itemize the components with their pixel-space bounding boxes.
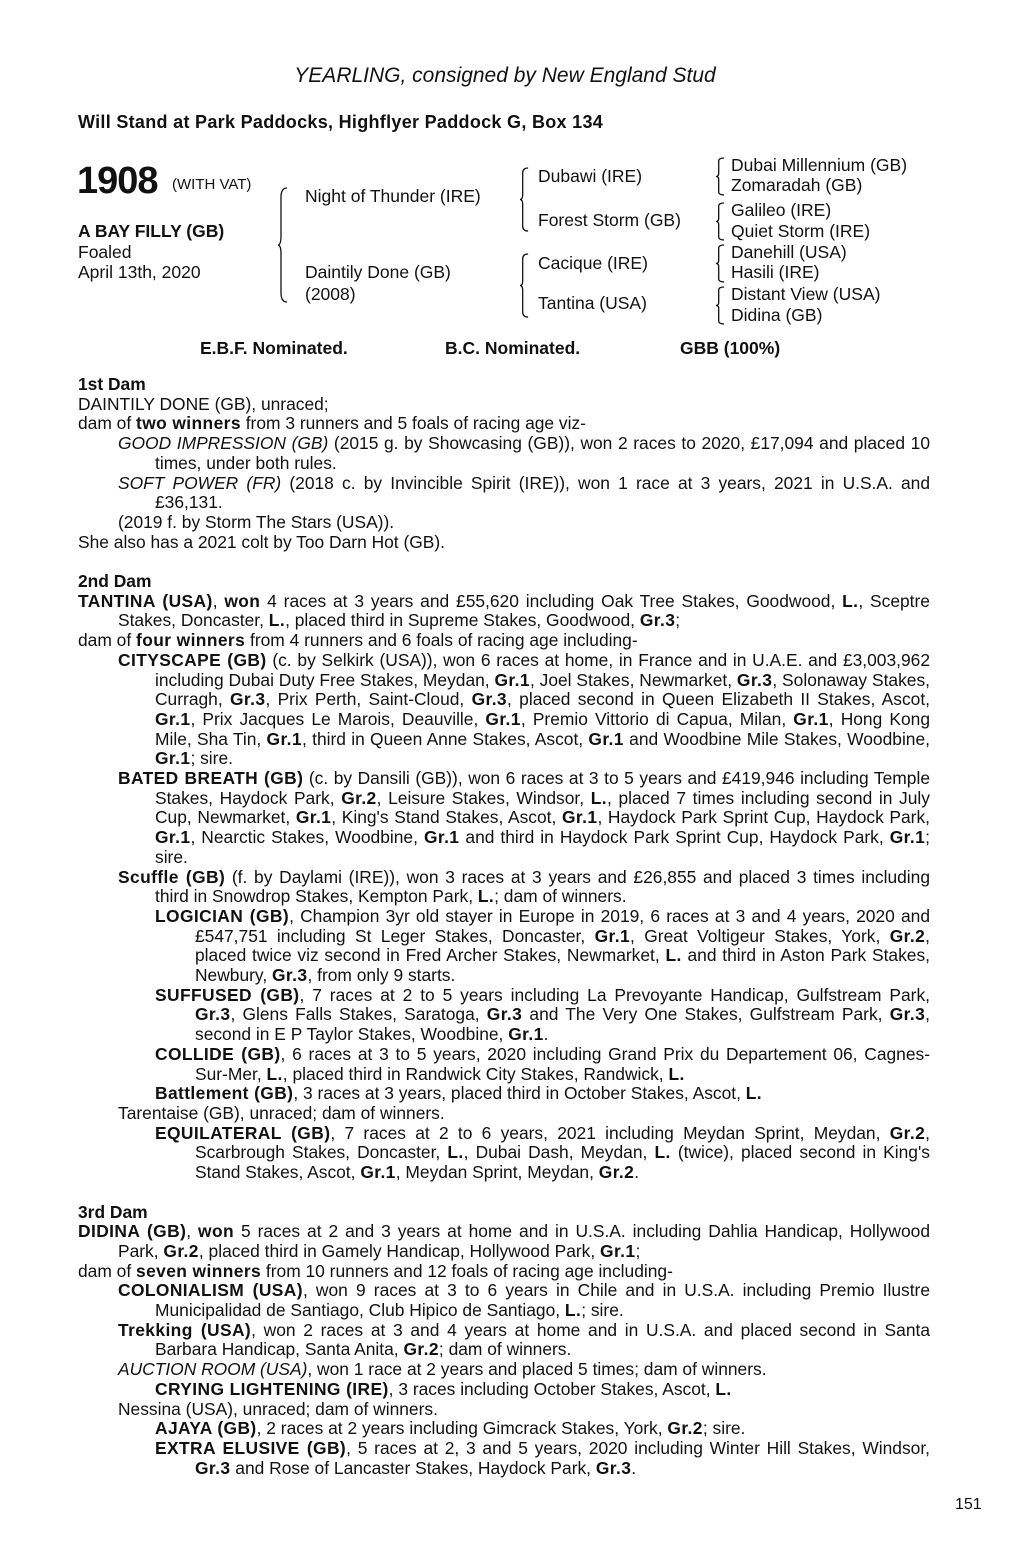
ebf-nomination: E.B.F. Nominated. bbox=[200, 338, 348, 358]
italic-text: SOFT POWER (FR) bbox=[118, 472, 282, 493]
pedigree-sire: Night of Thunder (IRE) bbox=[305, 186, 481, 206]
entry-paragraph bbox=[78, 651, 930, 769]
text: , won 1 race at 2 years and placed 5 times; dam of winners. bbox=[307, 1359, 767, 1380]
bold-text: EQUILATERAL (GB) bbox=[155, 1122, 331, 1143]
text: ; bbox=[675, 610, 681, 631]
bold-text: Gr.3 bbox=[889, 1004, 926, 1025]
text: , placed third in Randwick City Stakes, Randwick, bbox=[282, 1063, 669, 1084]
bold-text: L. bbox=[477, 886, 495, 907]
text: and The Very One Stakes, Gulfstream Park, bbox=[522, 1004, 890, 1025]
bold-text: Gr.3 bbox=[272, 965, 308, 986]
entry-paragraph bbox=[78, 1084, 930, 1104]
bold-text: L. bbox=[668, 1063, 685, 1084]
text: , bbox=[212, 590, 225, 611]
text: , Hong Kong Mile, Sha Tin, bbox=[155, 708, 930, 749]
text: from 4 runners and 6 foals of racing age including- bbox=[245, 630, 638, 651]
bc-nomination: B.C. Nominated. bbox=[445, 338, 581, 358]
bold-text: Gr.1 bbox=[793, 708, 829, 729]
pedigree-great-1: Dubai Millennium (GB) bbox=[731, 155, 908, 175]
pedigree-great-4: Quiet Storm (IRE) bbox=[731, 221, 871, 241]
entry-paragraph bbox=[78, 1124, 930, 1183]
bold-text: L. bbox=[654, 1142, 671, 1163]
bold-text: Gr.2 bbox=[889, 925, 926, 946]
bold-text: Gr.1 bbox=[266, 728, 302, 749]
text: ; dam of winners. bbox=[494, 886, 627, 907]
bold-text: Trekking (USA) bbox=[118, 1319, 252, 1340]
text: Tarentaise (GB), unraced; dam of winners. bbox=[118, 1103, 445, 1123]
bold-text: SUFFUSED (GB) bbox=[155, 984, 300, 1005]
pedigree-great-6: Hasili (IRE) bbox=[731, 262, 820, 282]
bold-text: COLLIDE (GB) bbox=[155, 1043, 281, 1064]
bold-text: CRYING LIGHTENING (IRE) bbox=[155, 1378, 389, 1399]
bold-text: LOGICIAN (GB) bbox=[155, 905, 290, 926]
pedigree-great-5: Danehill (USA) bbox=[731, 242, 847, 262]
text: , placed second in Queen Elizabeth II Stakes, Ascot, bbox=[507, 689, 930, 710]
bold-text: DIDINA (GB) bbox=[78, 1221, 187, 1242]
bold-text: Gr.1 bbox=[485, 708, 521, 729]
text: , Dubai Dash, Meydan, bbox=[463, 1142, 655, 1163]
text: . bbox=[543, 1024, 549, 1045]
text: , third in Queen Anne Stakes, Ascot, bbox=[302, 728, 589, 749]
entry-paragraph bbox=[78, 533, 930, 553]
bold-text: Gr.1 bbox=[889, 827, 926, 848]
bold-text: Gr.3 bbox=[486, 1004, 523, 1025]
lot-number: 1908 bbox=[77, 160, 158, 202]
text: (c. by Selkirk (USA)), won 6 races at home, in France and in U.A.E. and £3,003,962 including Dubai Duty Free Stakes, Meydan, bbox=[155, 649, 930, 690]
text: ; sire. bbox=[155, 827, 931, 867]
bold-text: Gr.1 bbox=[508, 1024, 544, 1045]
pedigree-dam-dam: Tantina (USA) bbox=[538, 293, 647, 313]
pedigree-great-2: Zomaradah (GB) bbox=[731, 175, 863, 195]
produce-record bbox=[78, 375, 930, 1498]
entry-paragraph bbox=[78, 414, 930, 434]
entry-paragraph bbox=[78, 1222, 930, 1261]
pedigree-great-7: Distant View (USA) bbox=[731, 284, 881, 304]
entry-paragraph bbox=[78, 395, 930, 415]
entry-paragraph bbox=[78, 1262, 930, 1282]
text: , from only 9 starts. bbox=[307, 965, 456, 986]
pedigree-brace-forest-storm bbox=[716, 203, 725, 240]
bold-text: Gr.1 bbox=[155, 708, 191, 729]
bold-text: Gr.1 bbox=[423, 827, 460, 848]
text: (2015 g. by Showcasing (GB)), won 2 races to 2020, £17,094 and placed 10 times, under both rules. bbox=[155, 433, 930, 473]
pedigree-brace-main bbox=[278, 188, 288, 302]
bold-text: Gr.3 bbox=[229, 689, 266, 710]
text: , Glens Falls Stakes, Saratoga, bbox=[230, 1004, 487, 1025]
text: , 5 races at 2, 3 and 5 years, 2020 including Winter Hill Stakes, Windsor, bbox=[346, 1437, 930, 1458]
bold-text: Gr.3 bbox=[195, 1004, 231, 1025]
entry-paragraph bbox=[78, 1321, 930, 1360]
pedigree-brace-sire bbox=[520, 168, 529, 231]
bold-text: Gr.2 bbox=[163, 1240, 199, 1261]
text: (2019 f. by Storm The Stars (USA)). bbox=[118, 511, 395, 532]
text: ; sire. bbox=[702, 1418, 746, 1439]
bold-text: seven winners bbox=[136, 1260, 262, 1281]
text: , Premio Vittorio di Capua, Milan, bbox=[520, 708, 794, 729]
entry-paragraph bbox=[78, 1400, 930, 1420]
bold-text: Scuffle (GB) bbox=[118, 866, 226, 887]
text: , King's Stand Stakes, Ascot, bbox=[331, 807, 562, 828]
text: , 6 races at 3 to 5 years, 2020 including Grand Prix du Departement 06, Cagnes-Sur-Mer, bbox=[195, 1043, 930, 1084]
entry-paragraph bbox=[78, 1380, 930, 1400]
bold-text: Gr.1 bbox=[155, 748, 191, 769]
foaled-label: Foaled bbox=[78, 242, 132, 262]
pedigree-brace-tantina bbox=[716, 287, 725, 324]
entry-paragraph bbox=[78, 1281, 930, 1320]
text: and third in Haydock Park Sprint Cup, Haydock Park, bbox=[459, 827, 890, 848]
bold-text: Gr.3 bbox=[639, 610, 676, 631]
bold-text: Gr.1 bbox=[155, 827, 191, 848]
lot-description: A BAY FILLY (GB) bbox=[78, 221, 225, 241]
text: , 3 races at 3 years, placed third in October Stakes, Ascot, bbox=[293, 1083, 746, 1104]
bold-text: L. bbox=[268, 610, 286, 631]
section-2nd-dam bbox=[78, 572, 930, 1183]
entry-paragraph bbox=[78, 1439, 930, 1478]
pedigree-brace-dubawi bbox=[716, 158, 725, 195]
text: , Nearctic Stakes, Woodbine, bbox=[190, 827, 424, 848]
entry-paragraph bbox=[78, 1104, 930, 1124]
text: She also has a 2021 colt by Too Darn Hot (GB). bbox=[78, 531, 446, 552]
text: , won 2 races at 3 and 4 years at home and in U.S.A. and placed second in Santa Barbara Handicap, Santa Anita, bbox=[155, 1319, 931, 1360]
stand-location: Will Stand at Park Paddocks, Highflyer Paddock G, Box 134 bbox=[78, 112, 604, 132]
text: , bbox=[186, 1221, 199, 1242]
entry-paragraph bbox=[78, 513, 930, 533]
section-entries bbox=[78, 592, 930, 1183]
section-3rd-dam bbox=[78, 1203, 930, 1479]
section-entries bbox=[78, 395, 930, 553]
entry-paragraph bbox=[78, 868, 930, 907]
bold-text: Gr.3 bbox=[195, 1457, 231, 1478]
text: , 7 races at 2 to 6 years, 2021 including Meydan Sprint, Meydan, bbox=[330, 1122, 890, 1143]
bold-text: AJAYA (GB) bbox=[155, 1418, 257, 1439]
bold-text: TANTINA (USA) bbox=[78, 590, 213, 611]
text: ; dam of winners. bbox=[438, 1339, 572, 1360]
bold-text: L. bbox=[564, 1300, 582, 1321]
bold-text: Battlement (GB) bbox=[155, 1083, 294, 1104]
bold-text: Gr.1 bbox=[594, 925, 631, 946]
text: ; sire. bbox=[581, 1300, 624, 1321]
text: from 3 runners and 5 foals of racing age viz- bbox=[240, 413, 586, 434]
text: , won 9 races at 3 to 6 years in Chile and in U.S.A. including Premio Ilustre Municipalidad de Santiago, Club Hipico de Santiago, bbox=[155, 1280, 930, 1321]
gbb-rating: GBB (100%) bbox=[680, 338, 781, 358]
section-1st-dam bbox=[78, 375, 930, 552]
bold-text: Gr.2 bbox=[667, 1418, 703, 1439]
bold-text: Gr.3 bbox=[736, 669, 773, 690]
text: , second in E P Taylor Stakes, Woodbine, bbox=[195, 1004, 930, 1045]
entry-paragraph bbox=[78, 592, 930, 631]
text: , Champion 3yr old stayer in Europe in 2019, 6 races at 3 and 4 years, 2020 and £547,751 including St Leger Stakes, Doncaster, bbox=[195, 905, 931, 946]
entry-paragraph bbox=[78, 986, 930, 1045]
bold-text: Gr.1 bbox=[588, 728, 624, 749]
bold-text: two winners bbox=[136, 413, 241, 434]
text: dam of bbox=[78, 1260, 136, 1281]
bold-text: Gr.3 bbox=[595, 1457, 632, 1478]
italic-text: AUCTION ROOM (USA) bbox=[118, 1359, 308, 1380]
pedigree-sire-dam: Forest Storm (GB) bbox=[538, 210, 681, 230]
text: . bbox=[634, 1162, 640, 1183]
pedigree-great-8: Didina (GB) bbox=[731, 305, 823, 325]
text: , placed third in Supreme Stakes, Goodwood, bbox=[285, 610, 640, 631]
bold-text: L. bbox=[842, 590, 859, 611]
pedigree-brace-cacique bbox=[716, 245, 725, 282]
bold-text: Gr.1 bbox=[561, 807, 598, 828]
bold-text: L. bbox=[745, 1083, 763, 1104]
bold-text: won bbox=[224, 590, 261, 611]
vat-note: (WITH VAT) bbox=[172, 176, 252, 193]
bold-text: L. bbox=[715, 1378, 732, 1399]
pedigree-great-3: Galileo (IRE) bbox=[731, 200, 832, 220]
text: 4 races at 3 years and £55,620 including Oak Tree Stakes, Goodwood, bbox=[260, 590, 843, 611]
section-entries bbox=[78, 1222, 930, 1478]
pedigree-brace-dam bbox=[520, 254, 529, 317]
text: 5 races at 2 and 3 years at home and in U.S.A. including Dahlia Handicap, Hollywood Park, bbox=[118, 1221, 930, 1261]
pedigree-sire-sire: Dubawi (IRE) bbox=[538, 166, 643, 186]
text: . bbox=[631, 1457, 637, 1478]
text: , Haydock Park Sprint Cup, Haydock Park, bbox=[597, 807, 931, 828]
text: , Solonaway Stakes, Curragh, bbox=[155, 669, 930, 710]
text: , Leisure Stakes, Windsor, bbox=[376, 787, 591, 808]
bold-text: four winners bbox=[136, 630, 246, 651]
bold-text: L. bbox=[266, 1063, 283, 1084]
bold-text: L. bbox=[590, 787, 607, 808]
section-heading: 1st Dam bbox=[78, 374, 146, 394]
text: , Sceptre Stakes, Doncaster, bbox=[118, 590, 930, 631]
text: (2018 c. by Invincible Spirit (IRE)), won 1 race at 3 years, 2021 in U.S.A. and £36,131. bbox=[155, 472, 931, 513]
text: , Meydan Sprint, Meydan, bbox=[395, 1162, 599, 1183]
bold-text: BATED BREATH (GB) bbox=[118, 768, 304, 789]
bold-text: CITYSCAPE (GB) bbox=[118, 649, 267, 670]
bold-text: Gr.2 bbox=[889, 1122, 926, 1143]
text: (twice), placed second in King's Stand Stakes, Ascot, bbox=[195, 1142, 930, 1183]
text: and Rose of Lancaster Stakes, Haydock Park, bbox=[230, 1457, 596, 1478]
text: and Woodbine Mile Stakes, Woodbine, bbox=[623, 728, 930, 749]
text: (c. by Dansili (GB)), won 6 races at 3 to 5 years and £419,946 including Temple Stakes, Haydock Park, bbox=[155, 768, 930, 808]
bold-text: won bbox=[198, 1221, 235, 1242]
bold-text: Gr.1 bbox=[494, 669, 530, 690]
bold-text: Gr.1 bbox=[295, 807, 332, 828]
bold-text: EXTRA ELUSIVE (GB) bbox=[155, 1437, 347, 1458]
page-number: 151 bbox=[955, 1496, 982, 1513]
entry-paragraph bbox=[78, 1045, 930, 1084]
entry-paragraph bbox=[78, 631, 930, 651]
section-heading: 3rd Dam bbox=[78, 1201, 148, 1222]
text: , Joel Stakes, Newmarket, bbox=[529, 669, 737, 690]
entry-paragraph bbox=[78, 769, 930, 868]
text: , Prix Perth, Saint-Cloud, bbox=[265, 689, 472, 710]
text: from 10 runners and 12 foals of racing age including- bbox=[261, 1260, 673, 1281]
entry-paragraph bbox=[78, 1419, 930, 1439]
section-heading: 2nd Dam bbox=[78, 571, 152, 592]
text: , placed twice viz second in Fred Archer Stakes, Newmarket, bbox=[195, 925, 930, 966]
text: and third in Aston Park Stakes, Newbury, bbox=[195, 945, 930, 986]
pedigree-dam-sire: Cacique (IRE) bbox=[538, 253, 648, 273]
text: Nessina (USA), unraced; dam of winners. bbox=[118, 1398, 438, 1419]
text: , 3 races including October Stakes, Ascot, bbox=[388, 1378, 716, 1399]
text: , 2 races at 2 years including Gimcrack Stakes, York, bbox=[256, 1418, 668, 1439]
text: , placed third in Gamely Handicap, Hollywood Park, bbox=[198, 1240, 601, 1261]
text: (f. by Daylami (IRE)), won 3 races at 3 years and £26,855 and placed 3 times including third in Snowdrop Stakes, Kempton Park, bbox=[155, 866, 930, 907]
entry-paragraph bbox=[78, 434, 930, 473]
text: , placed 7 times including second in July Cup, Newmarket, bbox=[155, 787, 930, 828]
bold-text: Gr.1 bbox=[360, 1162, 396, 1183]
text: ; sire. bbox=[190, 748, 233, 769]
bold-text: Gr.2 bbox=[598, 1162, 635, 1183]
bold-text: Gr.1 bbox=[600, 1240, 636, 1261]
entry-paragraph bbox=[78, 907, 930, 986]
text: , Prix Jacques Le Marois, Deauville, bbox=[190, 708, 486, 729]
entry-paragraph bbox=[78, 474, 930, 513]
foaled-date: April 13th, 2020 bbox=[78, 262, 201, 282]
text: , Great Voltigeur Stakes, York, bbox=[630, 925, 890, 946]
page-title: YEARLING, consigned by New England Stud bbox=[294, 64, 716, 87]
text: , Scarbrough Stakes, Doncaster, bbox=[195, 1122, 930, 1163]
text: dam of bbox=[78, 413, 136, 434]
pedigree-dam: Daintily Done (GB) bbox=[305, 262, 451, 282]
bold-text: Gr.2 bbox=[341, 787, 377, 808]
text: , 7 races at 2 to 5 years including La Prevoyante Handicap, Gulfstream Park, bbox=[299, 984, 931, 1005]
bold-text: COLONIALISM (USA) bbox=[118, 1280, 303, 1301]
entry-paragraph bbox=[78, 1360, 930, 1380]
bold-text: Gr.2 bbox=[403, 1339, 439, 1360]
bold-text: Gr.3 bbox=[471, 689, 508, 710]
text: dam of bbox=[78, 630, 136, 651]
italic-text: GOOD IMPRESSION (GB) bbox=[118, 433, 329, 454]
pedigree-dam-year: (2008) bbox=[305, 284, 356, 304]
text: ; bbox=[635, 1240, 641, 1261]
text: DAINTILY DONE (GB), unraced; bbox=[78, 393, 329, 414]
bold-text: L. bbox=[447, 1142, 464, 1163]
bold-text: L. bbox=[665, 945, 682, 966]
